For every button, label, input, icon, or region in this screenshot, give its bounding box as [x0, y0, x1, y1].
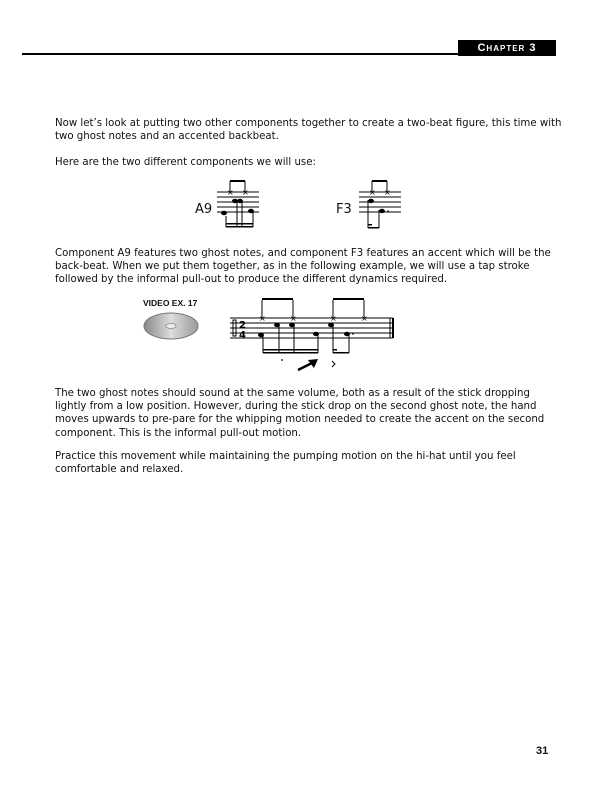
svg-text:×: ×	[227, 188, 234, 197]
notation-video-example	[230, 298, 410, 373]
paragraph-explanation: Component A9 features two ghost notes, and component F3 features an accent which will be the back-beat. When we put them together, as in the following example, we will use a tap stroke followed by the informal pull-out to produce the different dynamics required.	[55, 248, 551, 286]
svg-text:×: ×	[361, 314, 368, 323]
svg-text:×: ×	[242, 188, 249, 197]
svg-text:×: ×	[330, 314, 337, 323]
paragraph-intro: Now let’s look at putting two other components together to create a two-beat figure, this time with two ghost notes and an accented backbeat.	[55, 118, 562, 143]
svg-text:×: ×	[384, 188, 391, 197]
notation-f3	[357, 180, 407, 230]
svg-text:×: ×	[259, 314, 266, 323]
chapter-badge: Chapter 3	[458, 40, 556, 56]
header-rule	[22, 53, 460, 55]
page-number: 31	[536, 745, 549, 757]
svg-text:×: ×	[290, 314, 297, 323]
svg-text:2: 2	[239, 320, 246, 331]
paragraph-ghost-notes: The two ghost notes should sound at the same volume, both as a result of the stick dropping lightly from a low position. However, during the stick drop on the second ghost note, the hand moves upwards to pre-pare for the whipping motion needed to create the accent on the second component. This is the informal pull-out motion.	[55, 388, 545, 439]
notation-a9	[215, 180, 265, 230]
video-example-label: VIDEO EX. 17	[143, 298, 198, 308]
component-label-f3: F3	[336, 202, 352, 217]
svg-text:4: 4	[239, 330, 246, 341]
arrow-icon	[298, 359, 318, 370]
dvd-icon	[142, 311, 200, 341]
paragraph-practice: Practice this movement while maintaining the pumping motion on the hi-hat until you feel comfortable and relaxed.	[55, 451, 516, 476]
component-label-a9: A9	[195, 202, 213, 217]
paragraph-components: Here are the two different components we will use:	[55, 157, 316, 168]
svg-text:×: ×	[369, 188, 376, 197]
